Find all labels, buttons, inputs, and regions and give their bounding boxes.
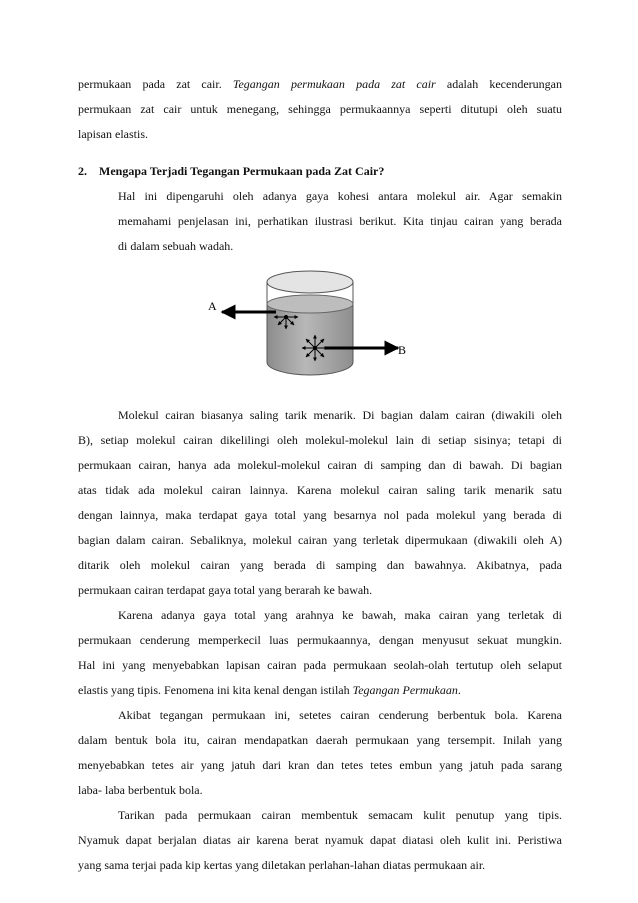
section-line: memahami penjelasan ini, perhatikan ilustrasi berikut. Kita tinjau cairan yang berada <box>118 214 562 228</box>
body-line: Karena adanya gaya total yang arahnya ke bawah, maka cairan yang terletak di <box>118 608 562 622</box>
body-line: Tarikan pada permukaan cairan membentuk semacam kulit penutup yang tipis. <box>118 808 562 822</box>
liquid-surface <box>267 295 353 313</box>
body-text: elastis yang tipis. Fenomena ini kita kenal dengan istilah <box>78 683 350 697</box>
body-text: . <box>457 683 461 697</box>
section-number: 2. <box>78 164 87 178</box>
intro-line-1 <box>78 76 562 92</box>
intro-text: permukaan pada zat cair. <box>78 77 222 91</box>
body-line: permukaan cairan, hanya ada molekul-molekul cairan di samping dan di bawah. Di bagian <box>78 458 562 472</box>
section-line: di dalam sebuah wadah. <box>118 239 234 253</box>
body-line: yang sama terjai pada kip kertas yang diletakan perlahan-lahan diatas permukaan air. <box>78 858 486 872</box>
intro-term: Tegangan permukaan pada zat cair <box>232 77 436 91</box>
container-rim <box>267 271 353 293</box>
body-line: atas tidak ada molekul cairan lainnya. Karena molekul cairan saling tarik menarik satu <box>78 483 562 497</box>
body-line: bagian dalam cairan. Sebaliknya, molekul cairan yang terletak dipermukaan (diwakili oleh A) <box>78 533 562 547</box>
body-line: Molekul cairan biasanya saling tarik menarik. Di bagian dalam cairan (diwakili oleh <box>118 408 562 422</box>
section-title: Mengapa Terjadi Tegangan Permukaan pada Zat Cair? <box>99 164 385 178</box>
intro-line-2: permukaan zat cair untuk menegang, sehingga permukaannya seperti ditutupi oleh suatu <box>78 102 562 116</box>
body-line: dengan lainnya, maka terdapat gaya total yang besarnya nol pada molekul yang berada di <box>78 508 562 522</box>
liquid-body <box>267 304 353 375</box>
intro-line-3: lapisan elastis. <box>78 127 148 141</box>
body-line: Akibat tegangan permukaan ini, setetes cairan cenderung berbentuk bola. Karena <box>118 708 562 722</box>
body-line: dalam bentuk bola itu, cairan mendapatkan daerah permukaan yang tersempit. Inilah yang <box>78 733 562 747</box>
body-line: Hal ini yang menyebabkan lapisan cairan pada permukaan seolah-olah tertutup oleh selaput <box>78 658 562 672</box>
body-line: menyebabkan tetes air yang jatuh dari kran dan tetes tetes embun yang jatuh pada sarang <box>78 758 562 772</box>
body-line: ditarik oleh molekul cairan yang berada di samping dan bawahnya. Akibatnya, pada <box>78 558 562 572</box>
label-b: B <box>398 343 407 357</box>
body-line: Nyamuk dapat berjalan diatas air karena berat nyamuk dapat diatasi oleh kulit ini. Peristiwa <box>78 833 562 847</box>
intro-text: adalah kecenderungan <box>446 77 562 91</box>
body-line: permukaan cenderung memperkecil luas permukaannya, dengan menyusut sekuat mungkin. <box>78 633 562 647</box>
term-tegangan-permukaan: Tegangan Permukaan <box>352 683 458 697</box>
body-line <box>78 682 562 698</box>
label-a: A <box>208 299 217 313</box>
section-line: Hal ini dipengaruhi oleh adanya gaya kohesi antara molekul air. Agar semakin <box>118 189 562 203</box>
body-line: permukaan cairan terdapat gaya total yang berarah ke bawah. <box>78 583 373 597</box>
body-line: laba- laba berbentuk bola. <box>78 783 203 797</box>
body-line: B), setiap molekul cairan dikelilingi oleh molekul-molekul lain di setiap sisinya; tetapi di <box>78 433 562 447</box>
liquid-container-figure <box>200 262 430 390</box>
